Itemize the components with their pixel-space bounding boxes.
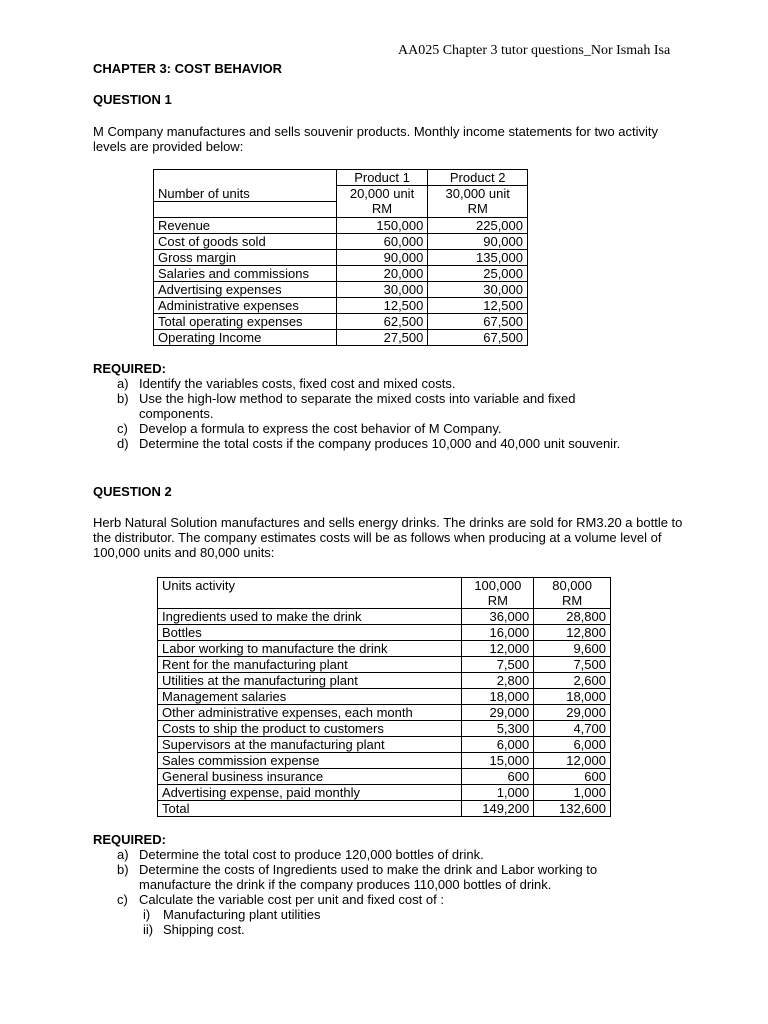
table-row [158,625,611,641]
list-marker: a) [117,847,129,862]
question-1-intro: M Company manufactures and sells souvenir products. Monthly income statements for two activity levels are provided below: [93,124,659,154]
document-header: AA025 Chapter 3 tutor questions_Nor Ismah Isa [398,43,671,58]
cell-value: 30,000 [428,281,528,297]
row-label: Revenue [154,217,337,233]
chapter-title: CHAPTER 3: COST BEHAVIOR [93,61,282,76]
list-item-text: Calculate the variable cost per unit and fixed cost of : [139,892,444,907]
list-item [93,421,683,436]
table-row [154,329,528,345]
table-row [154,201,528,217]
cell-value: 4,700 [534,721,611,737]
row-label: Costs to ship the product to customers [158,721,462,737]
row-label: Management salaries [158,689,462,705]
list-item [93,862,653,892]
question-1-title: QUESTION 1 [93,92,172,107]
cell-value: 600 [534,769,611,785]
question-2-intro: Herb Natural Solution manufactures and sells energy drinks. The drinks are sold for RM3.20 a bottle to the distributor. The company estimates costs will be as follows when producing at a volume level of 100,000 units and 80,000 units: [93,515,683,560]
q1-required-list [93,376,683,451]
units-value: 30,000 unit [428,186,528,202]
list-marker: c) [117,421,128,436]
list-item-text: Determine the total cost to produce 120,000 bottles of drink. [139,847,484,862]
list-item-text: Determine the costs of Ingredients used to make the drink and Labor working to manufacture the drink if the company produces 110,000 bottles of drink. [139,862,598,892]
cell-value: 150,000 [336,217,428,233]
cell-value: 29,000 [462,705,534,721]
cell-value: 15,000 [462,753,534,769]
units-label: Number of units [154,186,337,202]
row-label: Bottles [158,625,462,641]
units-label: Units activity [158,578,462,594]
table-row [158,609,611,625]
sub-list-marker: ii) [143,922,154,937]
table-header-row [154,170,528,186]
row-label: Administrative expenses [154,297,337,313]
cell-value: 1,000 [462,785,534,801]
cell-value: 25,000 [428,265,528,281]
cell-value: 1,000 [534,785,611,801]
cell-value: 12,500 [336,297,428,313]
cell-value: 27,500 [336,329,428,345]
cell-value: 7,500 [462,657,534,673]
row-label: Advertising expenses [154,281,337,297]
row-label: Labor working to manufacture the drink [158,641,462,657]
table-row [158,753,611,769]
currency-label: RM [336,201,428,217]
cell-value: 12,000 [462,641,534,657]
list-marker: a) [117,376,129,391]
cell-value: 36,000 [462,609,534,625]
list-item-text: Develop a formula to express the cost behavior of M Company. [139,421,502,436]
question-2-title: QUESTION 2 [93,484,172,499]
list-item-text: Use the high-low method to separate the mixed costs into variable and fixed components. [139,391,576,421]
row-label: Rent for the manufacturing plant [158,657,462,673]
cell-value: 12,500 [428,297,528,313]
list-item [93,847,653,862]
units-value: 20,000 unit [336,186,428,202]
sub-list-item-text: Shipping cost. [163,922,245,937]
column-header: Product 2 [428,170,528,186]
currency-label: RM [428,201,528,217]
row-label: Other administrative expenses, each month [158,705,462,721]
cell-value: 5,300 [462,721,534,737]
list-item [93,391,683,421]
blank-cell [158,593,462,609]
list-item-text: Identify the variables costs, fixed cost and mixed costs. [139,376,456,391]
cell-value: 6,000 [534,737,611,753]
blank-cell [154,201,337,217]
cell-value: 12,800 [534,625,611,641]
income-statement-table [153,169,528,346]
table-row [154,249,528,265]
currency-label: RM [462,593,534,609]
row-label: Gross margin [154,249,337,265]
cell-value: 20,000 [336,265,428,281]
cell-value: 7,500 [534,657,611,673]
table-row [158,641,611,657]
table-row [158,721,611,737]
list-item [93,892,653,937]
table-header-row [158,578,611,594]
table-row [158,737,611,753]
sub-list-marker: i) [143,907,151,922]
sub-list [139,907,653,937]
list-marker: b) [117,391,129,406]
cell-value: 30,000 [336,281,428,297]
cost-estimate-table [157,577,611,817]
row-label: Operating Income [154,329,337,345]
currency-label: RM [534,593,611,609]
table-row [158,785,611,801]
q2-required-label: REQUIRED: [93,832,166,847]
row-label: Total [158,801,462,817]
row-label: Ingredients used to make the drink [158,609,462,625]
sub-list-item [139,922,653,937]
table-row [154,281,528,297]
cell-value: 90,000 [428,233,528,249]
table-row [154,233,528,249]
list-item [93,376,683,391]
table-row [158,657,611,673]
cell-value: 62,500 [336,313,428,329]
column-header: 80,000 [534,578,611,594]
table-row [154,313,528,329]
sub-list-item-text: Manufacturing plant utilities [163,907,321,922]
q1-required-label: REQUIRED: [93,361,166,376]
row-label: General business insurance [158,769,462,785]
row-label: Advertising expense, paid monthly [158,785,462,801]
table-row [154,265,528,281]
cell-value: 2,800 [462,673,534,689]
row-label: Utilities at the manufacturing plant [158,673,462,689]
cell-value: 18,000 [462,689,534,705]
cell-value: 16,000 [462,625,534,641]
sub-list-item [139,907,653,922]
cell-value: 600 [462,769,534,785]
cell-value: 132,600 [534,801,611,817]
cell-value: 18,000 [534,689,611,705]
cell-value: 29,000 [534,705,611,721]
table-row [154,297,528,313]
list-item [93,436,683,451]
table-row [158,801,611,817]
list-marker: b) [117,862,129,877]
cell-value: 2,600 [534,673,611,689]
table-row [154,186,528,202]
cell-value: 90,000 [336,249,428,265]
table-row [158,673,611,689]
row-label: Salaries and commissions [154,265,337,281]
row-label: Cost of goods sold [154,233,337,249]
cell-value: 6,000 [462,737,534,753]
row-label: Sales commission expense [158,753,462,769]
table-row [154,217,528,233]
table-row [158,689,611,705]
row-label: Total operating expenses [154,313,337,329]
table-row [158,769,611,785]
row-label: Supervisors at the manufacturing plant [158,737,462,753]
cell-value: 67,500 [428,329,528,345]
column-header: 100,000 [462,578,534,594]
cell-value: 225,000 [428,217,528,233]
cell-value: 12,000 [534,753,611,769]
column-header: Product 1 [336,170,428,186]
cell-value: 135,000 [428,249,528,265]
list-marker: d) [117,436,129,451]
cell-value: 149,200 [462,801,534,817]
table-row [158,593,611,609]
cell-value: 9,600 [534,641,611,657]
cell-value: 67,500 [428,313,528,329]
cell-value: 28,800 [534,609,611,625]
table-row [158,705,611,721]
table-corner-cell [154,170,337,186]
list-marker: c) [117,892,128,907]
cell-value: 60,000 [336,233,428,249]
q2-required-list [93,847,653,937]
list-item-text: Determine the total costs if the company produces 10,000 and 40,000 unit souvenir. [139,436,621,451]
